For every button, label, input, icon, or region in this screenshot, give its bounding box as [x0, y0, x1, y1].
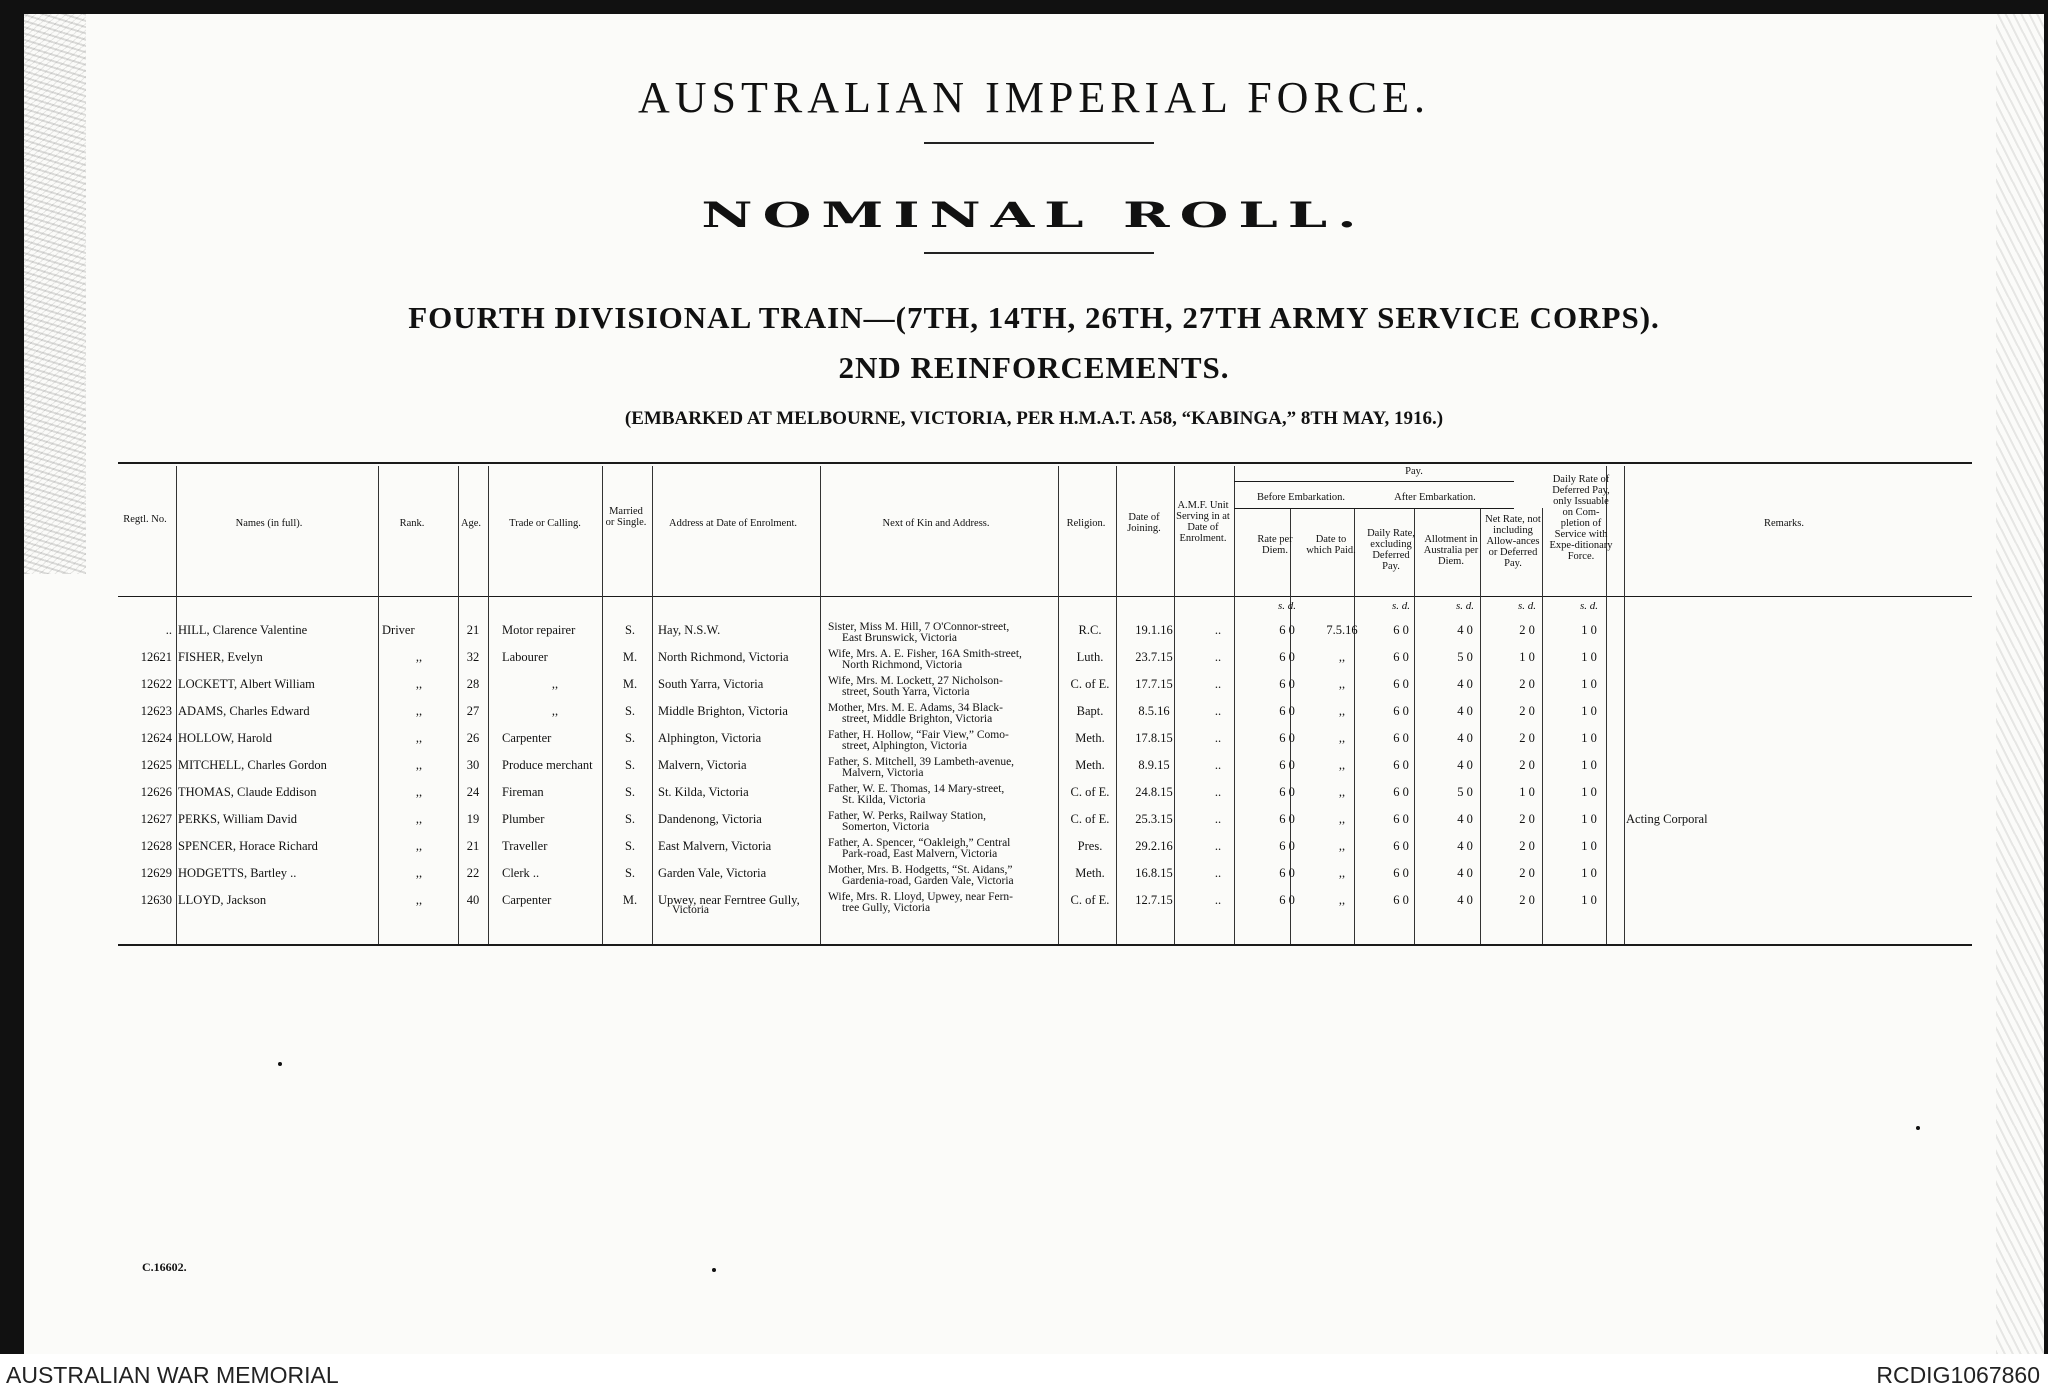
cell-deferred-pay: 1 0 [1581, 704, 1597, 718]
column-divider [458, 466, 459, 944]
cell-deferred-pay: 1 0 [1581, 623, 1597, 637]
header-bottom-rule [118, 596, 1972, 597]
cell-religion: C. of E. [1070, 785, 1110, 799]
archive-reference: RCDIG1067860 [1876, 1362, 2040, 1388]
cell-allotment: 4 0 [1457, 704, 1473, 718]
currency-unit-label: s. d. [1455, 600, 1475, 612]
header-trade: Trade or Calling. [509, 518, 581, 529]
unit-heading: FOURTH DIVISIONAL TRAIN—(7TH, 14TH, 26TH, 27TH ARMY SERVICE CORPS). [408, 300, 1660, 335]
cell-amf-unit: .. [1214, 731, 1222, 745]
subtitle-rule [924, 252, 1154, 254]
cell-deferred-pay: 1 0 [1581, 758, 1597, 772]
cell-date-paid: ,, [1338, 839, 1346, 853]
cell-address: Middle Brighton, Victoria [658, 704, 788, 718]
cell-next-of-kin: Father, A. Spencer, “Oakleigh,” Central [828, 837, 1011, 849]
header-daily-rate: Daily Rate, excluding Deferred Pay. [1367, 528, 1415, 572]
cell-net-rate: 2 0 [1519, 623, 1535, 637]
cell-date-joining: 8.9.15 [1138, 758, 1170, 772]
cell-date-joining: 16.8.15 [1135, 866, 1173, 880]
column-divider [820, 466, 821, 944]
cell-date-joining: 17.7.15 [1135, 677, 1173, 691]
cell-date-joining: 12.7.15 [1135, 893, 1173, 907]
cell-deferred-pay: 1 0 [1581, 785, 1597, 799]
cell-next-of-kin-line2: street, South Yarra, Victoria [842, 686, 970, 698]
cell-religion: Meth. [1075, 731, 1105, 745]
scan-speck [1916, 1126, 1920, 1130]
cell-trade: Clerk .. [502, 866, 540, 880]
cell-religion: C. of E. [1070, 677, 1110, 691]
document-title: AUSTRALIAN IMPERIAL FORCE. [637, 73, 1431, 122]
cell-regtl-no: 12630 [140, 893, 172, 907]
cell-amf-unit: .. [1214, 812, 1222, 826]
cell-rate-per-diem: 6 0 [1279, 866, 1295, 880]
cell-date-paid: ,, [1338, 650, 1346, 664]
cell-religion: Luth. [1076, 650, 1104, 664]
cell-address-line2: Victoria [672, 904, 709, 916]
cell-religion: Bapt. [1076, 704, 1104, 718]
cell-married: S. [624, 623, 636, 637]
reinforcement-heading: 2ND REINFORCEMENTS. [838, 350, 1230, 385]
cell-net-rate: 2 0 [1519, 731, 1535, 745]
title-rule [924, 142, 1154, 144]
cell-name: SPENCER, Horace Richard [178, 839, 318, 853]
cell-trade: Traveller [502, 839, 548, 853]
header-regtl-no: Regtl. No. [123, 514, 167, 525]
cell-net-rate: 2 0 [1519, 893, 1535, 907]
cell-married: S. [624, 812, 636, 826]
cell-name: HODGETTS, Bartley .. [178, 866, 297, 880]
cell-rank: Driver [382, 623, 415, 637]
cell-name: ADAMS, Charles Edward [178, 704, 310, 718]
cell-address: North Richmond, Victoria [658, 650, 789, 664]
cell-allotment: 4 0 [1457, 866, 1473, 880]
cell-next-of-kin: Sister, Miss M. Hill, 7 O'Connor-street, [828, 621, 1010, 633]
cell-name: MITCHELL, Charles Gordon [178, 758, 327, 772]
cell-deferred-pay: 1 0 [1581, 650, 1597, 664]
header-remarks: Remarks. [1764, 518, 1804, 529]
cell-daily-rate: 6 0 [1393, 704, 1409, 718]
cell-daily-rate: 6 0 [1393, 866, 1409, 880]
cell-net-rate: 1 0 [1519, 785, 1535, 799]
cell-date-joining: 19.1.16 [1135, 623, 1173, 637]
cell-married: S. [624, 731, 636, 745]
cell-rank: ,, [415, 704, 423, 718]
cell-next-of-kin-line2: St. Kilda, Victoria [842, 794, 926, 806]
cell-married: S. [624, 866, 636, 880]
column-divider [1116, 466, 1117, 944]
cell-deferred-pay: 1 0 [1581, 731, 1597, 745]
cell-amf-unit: .. [1214, 866, 1222, 880]
cell-trade: Fireman [502, 785, 544, 799]
cell-daily-rate: 6 0 [1393, 758, 1409, 772]
cell-daily-rate: 6 0 [1393, 650, 1409, 664]
cell-next-of-kin: Mother, Mrs. M. E. Adams, 34 Black- [828, 702, 1003, 714]
cell-rank: ,, [415, 812, 423, 826]
cell-next-of-kin-line2: Somerton, Victoria [842, 821, 930, 833]
cell-next-of-kin-line2: Malvern, Victoria [842, 767, 924, 779]
header-date-joining: Date of Joining. [1127, 512, 1161, 534]
cell-age: 22 [466, 866, 480, 880]
header-after-embarkation: After Embarkation. [1394, 492, 1476, 503]
cell-trade: Produce merchant [502, 758, 593, 772]
cell-allotment: 4 0 [1457, 731, 1473, 745]
cell-next-of-kin-line2: street, Middle Brighton, Victoria [842, 713, 993, 725]
cell-regtl-no: 12625 [140, 758, 172, 772]
cell-net-rate: 2 0 [1519, 758, 1535, 772]
cell-regtl-no: 12628 [140, 839, 172, 853]
cell-next-of-kin-line2: street, Alphington, Victoria [842, 740, 967, 752]
cell-date-paid: ,, [1338, 731, 1346, 745]
cell-amf-unit: .. [1214, 650, 1222, 664]
header-rank: Rank. [399, 518, 425, 529]
cell-name: PERKS, William David [178, 812, 298, 826]
cell-trade: Plumber [502, 812, 545, 826]
cell-rate-per-diem: 6 0 [1279, 623, 1295, 637]
header-net-rate: Net Rate, not including Allow-ances or Deferred Pay. [1485, 514, 1541, 569]
cell-rate-per-diem: 6 0 [1279, 677, 1295, 691]
cell-age: 40 [466, 893, 480, 907]
cell-next-of-kin: Father, S. Mitchell, 39 Lambeth-avenue, [828, 756, 1015, 768]
cell-amf-unit: .. [1214, 704, 1222, 718]
cell-allotment: 4 0 [1457, 758, 1473, 772]
cell-trade: ,, [551, 677, 559, 691]
cell-rank: ,, [415, 866, 423, 880]
cell-address: Malvern, Victoria [658, 758, 747, 772]
cell-age: 30 [466, 758, 480, 772]
cell-date-joining: 24.8.15 [1135, 785, 1173, 799]
cell-trade: Motor repairer [502, 623, 576, 637]
document-subtitle: NOMINAL ROLL. [701, 194, 1367, 236]
cell-date-joining: 17.8.15 [1135, 731, 1173, 745]
cell-address: Hay, N.S.W. [658, 623, 721, 637]
cell-daily-rate: 6 0 [1393, 731, 1409, 745]
cell-regtl-no: .. [165, 623, 172, 637]
cell-age: 32 [466, 650, 480, 664]
cell-rank: ,, [415, 839, 423, 853]
cell-age: 28 [466, 677, 480, 691]
header-rate-per-diem: Rate per Diem. [1257, 534, 1293, 556]
scan-speck [712, 1268, 716, 1272]
cell-net-rate: 2 0 [1519, 812, 1535, 826]
header-amf-unit: A.M.F. Unit Serving in at Date of Enrolment. [1176, 500, 1230, 544]
cell-rate-per-diem: 6 0 [1279, 839, 1295, 853]
cell-amf-unit: .. [1214, 785, 1222, 799]
cell-age: 26 [466, 731, 480, 745]
cell-date-joining: 25.3.15 [1135, 812, 1173, 826]
cell-next-of-kin: Wife, Mrs. R. Lloyd, Upwey, near Fern- [828, 891, 1013, 903]
header-next-of-kin: Next of Kin and Address. [882, 518, 990, 529]
cell-rank: ,, [415, 893, 423, 907]
cell-rate-per-diem: 6 0 [1279, 785, 1295, 799]
column-divider [652, 466, 653, 944]
cell-rate-per-diem: 6 0 [1279, 704, 1295, 718]
cell-address: East Malvern, Victoria [658, 839, 772, 853]
cell-next-of-kin-line2: tree Gully, Victoria [842, 902, 931, 914]
cell-allotment: 4 0 [1457, 677, 1473, 691]
cell-deferred-pay: 1 0 [1581, 677, 1597, 691]
cell-date-joining: 23.7.15 [1135, 650, 1173, 664]
header-name: Names (in full). [235, 518, 303, 529]
cell-name: THOMAS, Claude Eddison [178, 785, 317, 799]
cell-next-of-kin-line2: Park-road, East Malvern, Victoria [842, 848, 998, 860]
cell-regtl-no: 12622 [140, 677, 172, 691]
cell-net-rate: 2 0 [1519, 839, 1535, 853]
cell-married: S. [624, 758, 636, 772]
pay-rule [1234, 481, 1514, 482]
column-divider [1624, 466, 1625, 944]
cell-next-of-kin: Mother, Mrs. B. Hodgetts, “St. Aidans,” [828, 864, 1013, 876]
cell-trade: Carpenter [502, 893, 552, 907]
header-allotment: Allotment in Australia per Diem. [1423, 534, 1479, 567]
cell-allotment: 4 0 [1457, 623, 1473, 637]
cell-date-paid: ,, [1338, 704, 1346, 718]
cell-regtl-no: 12626 [140, 785, 172, 799]
cell-regtl-no: 12621 [140, 650, 172, 664]
currency-unit-label: s. d. [1579, 600, 1599, 612]
cell-regtl-no: 12629 [140, 866, 172, 880]
cell-date-paid: ,, [1338, 866, 1346, 880]
table-top-rule [118, 462, 1972, 464]
header-deferred-pay: Daily Rate of Deferred Pay, only Issuable on Com-pletion of Service with Expe-ditionary Force. [1549, 474, 1613, 562]
table-bottom-rule [118, 944, 1972, 946]
form-code: C.16602. [142, 1260, 187, 1274]
currency-unit-label: s. d. [1277, 600, 1297, 612]
cell-deferred-pay: 1 0 [1581, 866, 1597, 880]
cell-daily-rate: 6 0 [1393, 893, 1409, 907]
cell-next-of-kin: Wife, Mrs. A. E. Fisher, 16A Smith-street, [828, 648, 1022, 660]
cell-rank: ,, [415, 758, 423, 772]
cell-married: M. [622, 893, 638, 907]
cell-allotment: 5 0 [1457, 650, 1473, 664]
cell-regtl-no: 12623 [140, 704, 172, 718]
header-before-embarkation: Before Embarkation. [1256, 492, 1346, 503]
cell-married: M. [622, 677, 638, 691]
header-date-paid: Date to which Paid. [1306, 534, 1356, 556]
cell-address: Alphington, Victoria [658, 731, 762, 745]
cell-married: S. [624, 785, 636, 799]
cell-net-rate: 1 0 [1519, 650, 1535, 664]
cell-next-of-kin: Father, H. Hollow, “Fair View,” Como- [828, 729, 1009, 741]
cell-date-paid: ,, [1338, 893, 1346, 907]
cell-address: South Yarra, Victoria [658, 677, 764, 691]
cell-daily-rate: 6 0 [1393, 677, 1409, 691]
cell-trade: ,, [551, 704, 559, 718]
cell-date-paid: ,, [1338, 677, 1346, 691]
cell-address: Dandenong, Victoria [658, 812, 762, 826]
header-address: Address at Date of Enrolment. [668, 518, 797, 529]
cell-next-of-kin: Father, W. Perks, Railway Station, [828, 810, 986, 822]
cell-rate-per-diem: 6 0 [1279, 812, 1295, 826]
cell-religion: Meth. [1075, 866, 1105, 880]
cell-date-paid: ,, [1338, 812, 1346, 826]
cell-name: LOCKETT, Albert William [178, 677, 315, 691]
cell-rate-per-diem: 6 0 [1279, 758, 1295, 772]
header-married: Married or Single. [605, 506, 647, 528]
document-page [24, 14, 2044, 1354]
cell-date-joining: 29.2.16 [1135, 839, 1173, 853]
pay-sub-rule [1234, 508, 1514, 509]
cell-married: S. [624, 704, 636, 718]
cell-rank: ,, [415, 650, 423, 664]
cell-next-of-kin-line2: East Brunswick, Victoria [842, 632, 958, 644]
cell-religion: C. of E. [1070, 812, 1110, 826]
cell-allotment: 4 0 [1457, 812, 1473, 826]
currency-unit-label: s. d. [1391, 600, 1411, 612]
cell-date-paid: 7.5.16 [1326, 623, 1358, 637]
cell-date-paid: ,, [1338, 785, 1346, 799]
cell-amf-unit: .. [1214, 839, 1222, 853]
cell-name: LLOYD, Jackson [178, 893, 267, 907]
cell-address: St. Kilda, Victoria [658, 785, 749, 799]
cell-age: 21 [466, 623, 480, 637]
cell-allotment: 4 0 [1457, 893, 1473, 907]
cell-net-rate: 2 0 [1519, 704, 1535, 718]
cell-date-paid: ,, [1338, 758, 1346, 772]
cell-regtl-no: 12624 [140, 731, 172, 745]
cell-religion: Meth. [1075, 758, 1105, 772]
cell-age: 24 [466, 785, 480, 799]
cell-net-rate: 2 0 [1519, 677, 1535, 691]
column-divider [488, 466, 489, 944]
column-divider [378, 466, 379, 944]
cell-name: HILL, Clarence Valentine [178, 623, 308, 637]
cell-rate-per-diem: 6 0 [1279, 731, 1295, 745]
column-divider [176, 466, 177, 944]
cell-married: S. [624, 839, 636, 853]
cell-daily-rate: 6 0 [1393, 812, 1409, 826]
cell-rank: ,, [415, 677, 423, 691]
cell-name: FISHER, Evelyn [178, 650, 263, 664]
cell-rate-per-diem: 6 0 [1279, 893, 1295, 907]
cell-daily-rate: 6 0 [1393, 839, 1409, 853]
embarkation-line: (EMBARKED AT MELBOURNE, VICTORIA, PER H.M.A.T. A58, “KABINGA,” 8TH MAY, 1916.) [624, 408, 1444, 429]
cell-age: 27 [466, 704, 480, 718]
cell-amf-unit: .. [1214, 677, 1222, 691]
cell-allotment: 5 0 [1457, 785, 1473, 799]
cell-deferred-pay: 1 0 [1581, 839, 1597, 853]
cell-regtl-no: 12627 [140, 812, 172, 826]
cell-deferred-pay: 1 0 [1581, 893, 1597, 907]
cell-date-joining: 8.5.16 [1138, 704, 1170, 718]
currency-unit-label: s. d. [1517, 600, 1537, 612]
cell-daily-rate: 6 0 [1393, 785, 1409, 799]
header-age: Age. [460, 518, 482, 529]
cell-next-of-kin: Wife, Mrs. M. Lockett, 27 Nicholson- [828, 675, 1003, 687]
archive-footer [0, 1354, 2048, 1391]
cell-rate-per-diem: 6 0 [1279, 650, 1295, 664]
scan-speck [278, 1062, 282, 1066]
cell-amf-unit: .. [1214, 893, 1222, 907]
cell-deferred-pay: 1 0 [1581, 812, 1597, 826]
cell-net-rate: 2 0 [1519, 866, 1535, 880]
header-religion: Religion. [1066, 518, 1106, 529]
cell-amf-unit: .. [1214, 623, 1222, 637]
cell-trade: Labourer [502, 650, 548, 664]
cell-daily-rate: 6 0 [1393, 623, 1409, 637]
cell-married: M. [622, 650, 638, 664]
cell-name: HOLLOW, Harold [178, 731, 272, 745]
cell-religion: Pres. [1077, 839, 1103, 853]
cell-age: 21 [466, 839, 480, 853]
header-pay: Pay. [1405, 466, 1423, 477]
cell-religion: C. of E. [1070, 893, 1110, 907]
cell-address: Upwey, near Ferntree Gully, [658, 893, 800, 907]
cell-amf-unit: .. [1214, 758, 1222, 772]
cell-next-of-kin-line2: Gardenia-road, Garden Vale, Victoria [842, 875, 1014, 887]
cell-religion: R.C. [1078, 623, 1102, 637]
cell-age: 19 [466, 812, 480, 826]
cell-next-of-kin: Father, W. E. Thomas, 14 Mary-street, [828, 783, 1005, 795]
cell-allotment: 4 0 [1457, 839, 1473, 853]
cell-rank: ,, [415, 731, 423, 745]
archive-name: AUSTRALIAN WAR MEMORIAL [6, 1362, 339, 1388]
cell-rank: ,, [415, 785, 423, 799]
cell-address: Garden Vale, Victoria [658, 866, 767, 880]
cell-trade: Carpenter [502, 731, 552, 745]
cell-remarks: Acting Corporal [1626, 812, 1708, 826]
cell-next-of-kin-line2: North Richmond, Victoria [842, 659, 963, 671]
